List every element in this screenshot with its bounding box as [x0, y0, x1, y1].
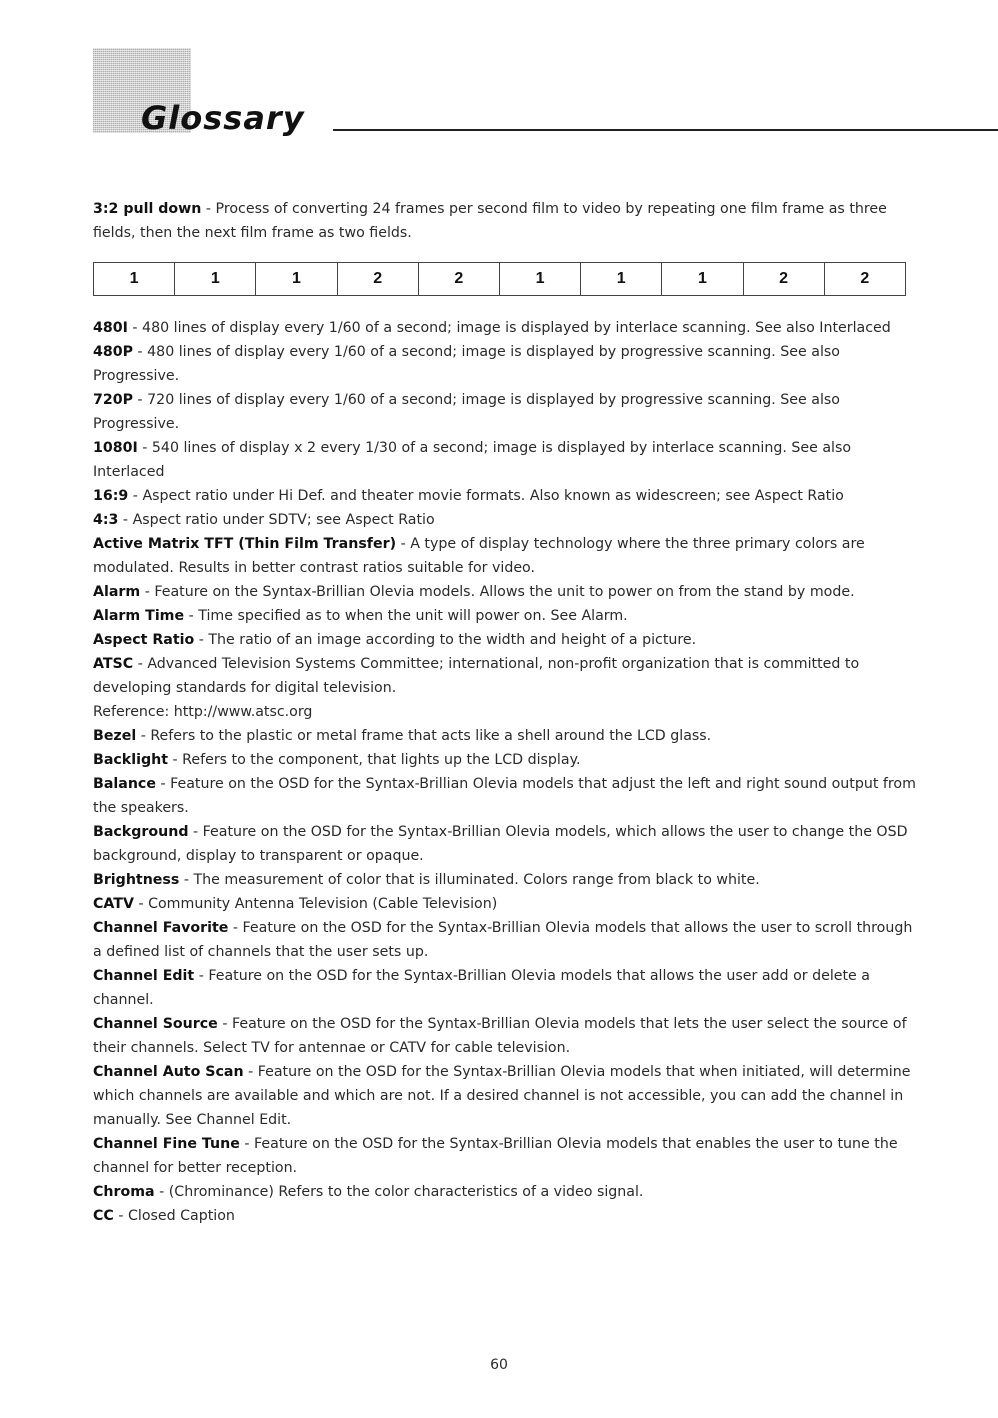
entry-separator: - — [140, 584, 155, 600]
glossary-entry — [93, 316, 923, 340]
entry-term: Balance — [93, 776, 156, 792]
glossary-entry — [93, 1180, 923, 1204]
entry-term: Channel Edit — [93, 968, 195, 984]
glossary-entry — [93, 340, 923, 388]
entry-term: Brightness — [93, 872, 180, 888]
entry-separator: - — [133, 656, 148, 672]
entry-separator: - — [133, 392, 148, 408]
entry-definition: Feature on the OSD for the Syntax-Brillian Olevia models that lets the user select the source of their channels. Select TV for antennae or CATV for cable television. — [93, 1016, 907, 1056]
entry-separator: - — [133, 896, 149, 912]
entry-separator: - — [137, 440, 152, 456]
glossary-entry — [93, 748, 923, 772]
entry-term: Background — [93, 824, 189, 840]
entry-separator: - — [239, 1136, 255, 1152]
entry-definition: Feature on the OSD for the Syntax-Brillian Olevia models that enables the user to tune the channel for better reception. — [93, 1136, 898, 1176]
pulldown-cell: 1 — [94, 263, 175, 296]
entry-separator: - — [396, 536, 411, 552]
entry-separator: - — [113, 1208, 128, 1224]
pulldown-cell: 1 — [662, 263, 743, 296]
entry-separator: - — [228, 920, 243, 936]
pulldown-cell: 2 — [418, 263, 499, 296]
entry-term: CC — [93, 1208, 114, 1224]
entry-term: 16:9 — [93, 488, 129, 504]
page-number: 60 — [490, 1357, 508, 1373]
entry-term: Aspect Ratio — [93, 632, 195, 648]
pulldown-sequence-row — [94, 263, 906, 296]
entry-definition: Feature on the OSD for the Syntax-Brillian Olevia models that adjust the left and right sound output from the speakers. — [93, 776, 916, 816]
entry-separator: - — [154, 1184, 169, 1200]
entry-term: Bezel — [93, 728, 137, 744]
glossary-entry — [93, 892, 923, 916]
entry-term: 480I — [93, 320, 128, 336]
entry-separator: - — [133, 344, 148, 360]
entry-definition: (Chrominance) Refers to the color characteristics of a video signal. — [168, 1184, 644, 1200]
entry-term: Channel Favorite — [93, 920, 229, 936]
entry-separator: - — [243, 1064, 258, 1080]
pulldown-cell: 1 — [581, 263, 662, 296]
entry-term: ATSC — [93, 656, 134, 672]
entry-term: Chroma — [93, 1184, 155, 1200]
entry-definition: Time specified as to when the unit will power on. See Alarm. — [198, 608, 628, 624]
glossary-entry — [93, 436, 923, 484]
pulldown-cell: 1 — [499, 263, 580, 296]
pulldown-cell: 2 — [824, 263, 905, 296]
entry-separator: - — [127, 320, 143, 336]
pulldown-cell: 2 — [337, 263, 418, 296]
entry-definition: The measurement of color that is illuminated. Colors range from black to white. — [193, 872, 760, 888]
pulldown-sequence-table — [93, 262, 906, 296]
entry-definition: Feature on the OSD for the Syntax-Brillian Olevia models that when initiated, will determine which channels are available and which are not. If a desired channel is not accessible, you can add the channel in manually. See Channel Edit. — [93, 1064, 911, 1128]
entry-separator: - — [217, 1016, 232, 1032]
entry-separator: - — [179, 872, 194, 888]
glossary-entry — [93, 724, 923, 748]
entry-term: 4:3 — [93, 512, 119, 528]
glossary-entry — [93, 1012, 923, 1060]
entry-separator: - — [194, 632, 209, 648]
glossary-entry — [93, 916, 923, 964]
entry-term: Backlight — [93, 752, 168, 768]
entry-definition: A type of display technology where the three primary colors are modulated. Results in better contrast ratios suitable for video. — [93, 536, 865, 576]
glossary-entry — [93, 1132, 923, 1180]
entry-term: 1080I — [93, 440, 138, 456]
entry-separator: - — [128, 488, 143, 504]
glossary-entry — [93, 508, 923, 532]
glossary-entry — [93, 388, 923, 436]
entry-separator: - — [194, 968, 209, 984]
glossary-entry-intro — [93, 197, 923, 245]
entry-term: Alarm Time — [93, 608, 185, 624]
entry-separator: - — [136, 728, 151, 744]
entry-term: 3:2 pull down — [93, 201, 202, 217]
entry-definition: 480 lines of display every 1/60 of a second; image is displayed by interlace scanning. See also Interlaced — [142, 320, 891, 336]
glossary-entry — [93, 532, 923, 580]
entry-separator: - — [168, 752, 183, 768]
entry-term: Alarm — [93, 584, 141, 600]
entry-definition: Feature on the OSD for the Syntax-Brillian Olevia models, which allows the user to change the OSD background, display to transparent or opaque. — [93, 824, 908, 864]
glossary-entry — [93, 604, 923, 628]
entry-definition: 480 lines of display every 1/60 of a second; image is displayed by progressive scanning. See also Progressive. — [93, 344, 840, 384]
glossary-entry — [93, 628, 923, 652]
page-title: Glossary — [141, 99, 305, 137]
entry-term: Channel Fine Tune — [93, 1136, 240, 1152]
entry-definition: Feature on the OSD for the Syntax-Brillian Olevia models that allows the user to scroll through a defined list of channels that the user sets up. — [93, 920, 913, 960]
title-rule — [333, 129, 998, 131]
entry-definition: Closed Caption — [127, 1208, 235, 1224]
entry-term: 720P — [93, 392, 134, 408]
entry-separator: - — [118, 512, 133, 528]
entry-term: 480P — [93, 344, 134, 360]
entry-definition: Reference: http://www.atsc.org — [93, 704, 313, 720]
glossary-entry — [93, 1204, 923, 1228]
glossary-entry — [93, 1060, 923, 1132]
entry-separator: - — [201, 201, 216, 217]
entry-definition: The ratio of an image according to the width and height of a picture. — [208, 632, 697, 648]
entry-separator: - — [155, 776, 171, 792]
entry-definition: Refers to the component, that lights up the LCD display. — [182, 752, 581, 768]
entry-separator: - — [188, 824, 203, 840]
glossary-entry — [93, 580, 923, 604]
entry-term: Active Matrix TFT (Thin Film Transfer) — [93, 536, 397, 552]
glossary-entry — [93, 772, 923, 820]
glossary-entries — [93, 316, 923, 1228]
pulldown-cell: 1 — [256, 263, 337, 296]
glossary-entry — [93, 964, 923, 1012]
glossary-entry — [93, 652, 923, 700]
entry-term: Channel Auto Scan — [93, 1064, 244, 1080]
pulldown-cell: 2 — [743, 263, 824, 296]
entry-definition: Refers to the plastic or metal frame that acts like a shell around the LCD glass. — [150, 728, 712, 744]
entry-definition: Aspect ratio under Hi Def. and theater movie formats. Also known as widescreen; see Aspect Ratio — [142, 488, 844, 504]
entry-term: CATV — [93, 896, 134, 912]
entry-definition: 720 lines of display every 1/60 of a second; image is displayed by progressive scanning. See also Progressive. — [93, 392, 840, 432]
entry-term: Channel Source — [93, 1016, 218, 1032]
entry-definition: Feature on the Syntax-Brillian Olevia models. Allows the unit to power on from the stand by mode. — [154, 584, 855, 600]
entry-definition: Feature on the OSD for the Syntax-Brillian Olevia models that allows the user add or delete a channel. — [93, 968, 870, 1008]
entry-separator: - — [184, 608, 199, 624]
entry-definition: Community Antenna Television (Cable Television) — [148, 896, 498, 912]
glossary-entry — [93, 820, 923, 868]
entry-definition: Process of converting 24 frames per second film to video by repeating one film frame as three fields, then the next film frame as two fields. — [93, 201, 887, 241]
entry-definition: Aspect ratio under SDTV; see Aspect Ratio — [132, 512, 435, 528]
glossary-entry-reference — [93, 700, 923, 724]
entry-definition: 540 lines of display x 2 every 1/30 of a second; image is displayed by interlace scanning. See also Interlaced — [93, 440, 852, 480]
pulldown-cell: 1 — [175, 263, 256, 296]
glossary-entry — [93, 484, 923, 508]
glossary-entry — [93, 868, 923, 892]
entry-definition: Advanced Television Systems Committee; international, non-profit organization that is committed to developing standards for digital television. — [93, 656, 860, 696]
